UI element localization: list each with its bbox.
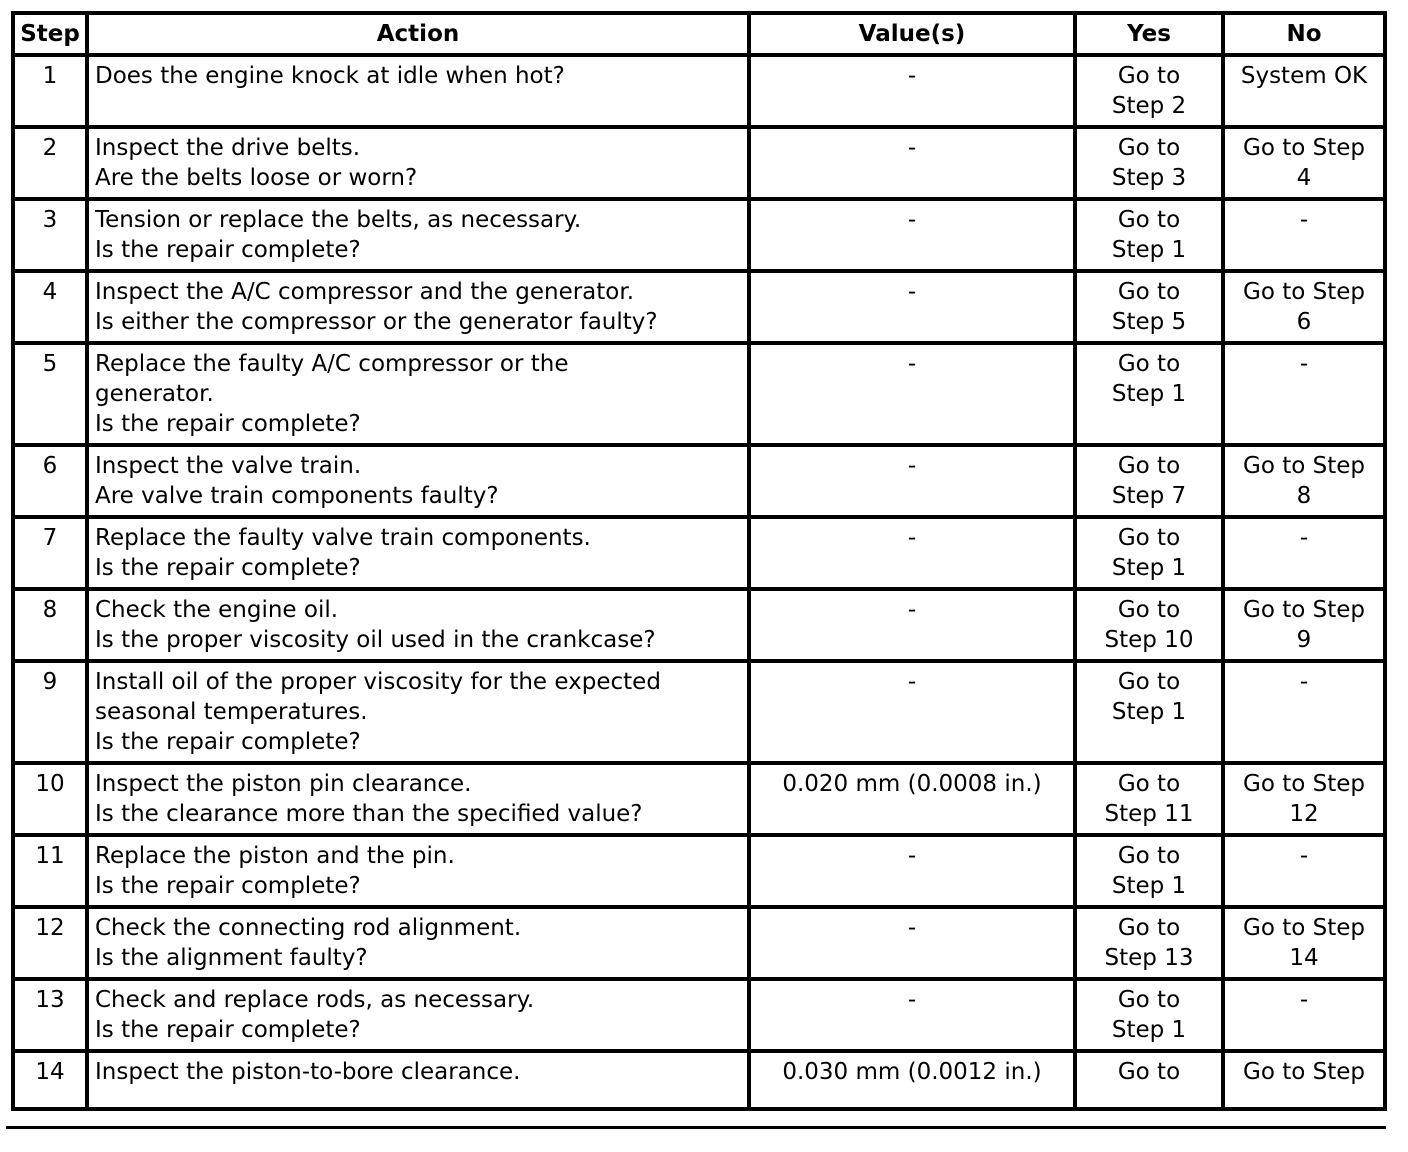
no-cell-line: Go to Step xyxy=(1243,771,1365,797)
action-cell-line: Inspect the piston pin clearance. xyxy=(95,771,472,797)
yes-cell-line: Go to xyxy=(1117,525,1181,551)
no-cell-line: 9 xyxy=(1296,627,1312,653)
yes-cell-line: Step 7 xyxy=(1111,483,1187,509)
table-row xyxy=(13,55,1385,127)
action-cell xyxy=(87,199,749,271)
action-cell-line: generator. xyxy=(95,381,214,407)
no-cell xyxy=(1223,199,1385,271)
no-cell-line: 6 xyxy=(1296,309,1312,335)
no-cell xyxy=(1223,835,1385,907)
action-cell-line: Inspect the piston-to-bore clearance. xyxy=(95,1059,521,1085)
action-cell-line: Is the proper viscosity oil used in the crankcase? xyxy=(95,627,656,653)
yes-cell xyxy=(1075,763,1223,835)
action-cell-line: Is the alignment faulty? xyxy=(95,945,368,971)
action-cell-line: Does the engine knock at idle when hot? xyxy=(95,63,565,89)
table-body xyxy=(13,55,1385,1109)
action-cell xyxy=(87,271,749,343)
bottom-rule xyxy=(6,1126,1386,1129)
action-cell-line: Check and replace rods, as necessary. xyxy=(95,987,535,1013)
value-cell: - xyxy=(749,271,1075,343)
no-cell xyxy=(1223,127,1385,199)
step-cell: 14 xyxy=(13,1051,87,1109)
yes-cell-line: Go to xyxy=(1117,843,1181,869)
yes-cell-line: Step 1 xyxy=(1111,555,1187,581)
action-cell-line: Is the repair complete? xyxy=(95,237,361,263)
yes-cell-line: Step 2 xyxy=(1111,93,1187,119)
no-cell xyxy=(1223,271,1385,343)
action-cell xyxy=(87,907,749,979)
yes-cell-line: Step 13 xyxy=(1104,945,1194,971)
action-cell-line: Are valve train components faulty? xyxy=(95,483,499,509)
table-row xyxy=(13,661,1385,763)
action-cell-line: seasonal temperatures. xyxy=(95,699,368,725)
yes-cell-line: Go to xyxy=(1117,135,1181,161)
value-cell: - xyxy=(749,445,1075,517)
no-cell xyxy=(1223,907,1385,979)
no-cell-line: Go to Step xyxy=(1243,279,1365,305)
value-cell: 0.020 mm (0.0008 in.) xyxy=(749,763,1075,835)
step-cell: 6 xyxy=(13,445,87,517)
yes-cell-line: Go to xyxy=(1117,669,1181,695)
no-cell-line: Go to Step xyxy=(1243,135,1365,161)
no-cell-line: - xyxy=(1299,843,1309,869)
yes-cell xyxy=(1075,271,1223,343)
action-cell xyxy=(87,835,749,907)
no-cell xyxy=(1223,55,1385,127)
table-row xyxy=(13,907,1385,979)
yes-cell xyxy=(1075,517,1223,589)
table-row xyxy=(13,1051,1385,1109)
no-cell-line: 14 xyxy=(1289,945,1319,971)
action-cell xyxy=(87,343,749,445)
yes-cell xyxy=(1075,55,1223,127)
no-cell-line: - xyxy=(1299,669,1309,695)
yes-cell-line: Step 5 xyxy=(1111,309,1187,335)
table-row xyxy=(13,343,1385,445)
table-row xyxy=(13,127,1385,199)
yes-cell-line: Go to xyxy=(1117,987,1181,1013)
yes-cell-line: Go to xyxy=(1117,279,1181,305)
yes-cell xyxy=(1075,445,1223,517)
yes-cell-line: Go to xyxy=(1117,597,1181,623)
action-cell xyxy=(87,763,749,835)
header-value: Value(s) xyxy=(749,13,1075,55)
yes-cell-line: Go to xyxy=(1117,63,1181,89)
no-cell xyxy=(1223,343,1385,445)
step-cell: 3 xyxy=(13,199,87,271)
no-cell xyxy=(1223,589,1385,661)
action-cell-line: Replace the faulty A/C compressor or the xyxy=(95,351,569,377)
diagnostic-table xyxy=(11,11,1387,1111)
value-cell: - xyxy=(749,589,1075,661)
yes-cell xyxy=(1075,661,1223,763)
action-cell-line: Inspect the A/C compressor and the generator. xyxy=(95,279,635,305)
table-row xyxy=(13,445,1385,517)
no-cell-line: 12 xyxy=(1289,801,1319,827)
step-cell: 8 xyxy=(13,589,87,661)
no-cell xyxy=(1223,1051,1385,1109)
step-cell: 13 xyxy=(13,979,87,1051)
header-no: No xyxy=(1223,13,1385,55)
action-cell xyxy=(87,517,749,589)
no-cell-line: 8 xyxy=(1296,483,1312,509)
yes-cell xyxy=(1075,835,1223,907)
yes-cell-line: Step 3 xyxy=(1111,165,1187,191)
yes-cell-line: Go to xyxy=(1117,453,1181,479)
yes-cell-line: Go to xyxy=(1117,771,1181,797)
action-cell xyxy=(87,127,749,199)
action-cell-line: Is either the compressor or the generator faulty? xyxy=(95,309,658,335)
no-cell-line: Go to Step xyxy=(1243,597,1365,623)
action-cell-line: Is the repair complete? xyxy=(95,1017,361,1043)
yes-cell-line: Step 11 xyxy=(1104,801,1194,827)
step-cell: 11 xyxy=(13,835,87,907)
no-cell-line: Go to Step xyxy=(1243,1059,1365,1085)
value-cell: 0.030 mm (0.0012 in.) xyxy=(749,1051,1075,1109)
header-action: Action xyxy=(87,13,749,55)
table-row xyxy=(13,199,1385,271)
yes-cell-line: Step 1 xyxy=(1111,873,1187,899)
table-row xyxy=(13,517,1385,589)
yes-cell-line: Step 1 xyxy=(1111,699,1187,725)
table-row xyxy=(13,589,1385,661)
value-cell: - xyxy=(749,343,1075,445)
action-cell-line: Is the repair complete? xyxy=(95,873,361,899)
yes-cell-line: Step 1 xyxy=(1111,237,1187,263)
no-cell-line: - xyxy=(1299,987,1309,1013)
step-cell: 2 xyxy=(13,127,87,199)
yes-cell xyxy=(1075,979,1223,1051)
action-cell xyxy=(87,445,749,517)
yes-cell xyxy=(1075,343,1223,445)
no-cell-line: - xyxy=(1299,525,1309,551)
table-row xyxy=(13,271,1385,343)
action-cell-line: Tension or replace the belts, as necessary. xyxy=(95,207,582,233)
yes-cell xyxy=(1075,1051,1223,1109)
action-cell-line: Install oil of the proper viscosity for the expected xyxy=(95,669,661,695)
action-cell-line: Replace the piston and the pin. xyxy=(95,843,455,869)
table-row xyxy=(13,979,1385,1051)
value-cell: - xyxy=(749,907,1075,979)
step-cell: 10 xyxy=(13,763,87,835)
no-cell xyxy=(1223,763,1385,835)
yes-cell xyxy=(1075,907,1223,979)
action-cell xyxy=(87,589,749,661)
table-row xyxy=(13,835,1385,907)
action-cell-line: Is the repair complete? xyxy=(95,411,361,437)
action-cell-line: Replace the faulty valve train components. xyxy=(95,525,591,551)
action-cell xyxy=(87,55,749,127)
value-cell: - xyxy=(749,127,1075,199)
yes-cell-line: Go to xyxy=(1117,207,1181,233)
yes-cell-line: Step 1 xyxy=(1111,1017,1187,1043)
table-row xyxy=(13,763,1385,835)
header-row xyxy=(13,13,1385,55)
value-cell: - xyxy=(749,199,1075,271)
no-cell-line: Go to Step xyxy=(1243,915,1365,941)
step-cell: 7 xyxy=(13,517,87,589)
action-cell-line: Is the repair complete? xyxy=(95,729,361,755)
step-cell: 9 xyxy=(13,661,87,763)
action-cell-line: Inspect the valve train. xyxy=(95,453,362,479)
yes-cell-line: Go to xyxy=(1117,351,1181,377)
yes-cell-line: Step 10 xyxy=(1104,627,1194,653)
yes-cell-line: Go to xyxy=(1117,915,1181,941)
action-cell xyxy=(87,1051,749,1109)
action-cell xyxy=(87,661,749,763)
value-cell: - xyxy=(749,979,1075,1051)
no-cell-line: Go to Step xyxy=(1243,453,1365,479)
no-cell xyxy=(1223,979,1385,1051)
action-cell-line: Is the clearance more than the specified value? xyxy=(95,801,643,827)
no-cell xyxy=(1223,517,1385,589)
action-cell-line: Are the belts loose or worn? xyxy=(95,165,418,191)
header-step: Step xyxy=(13,13,87,55)
step-cell: 12 xyxy=(13,907,87,979)
action-cell-line: Check the connecting rod alignment. xyxy=(95,915,522,941)
value-cell: - xyxy=(749,661,1075,763)
step-cell: 1 xyxy=(13,55,87,127)
yes-cell-line: Step 1 xyxy=(1111,381,1187,407)
step-cell: 4 xyxy=(13,271,87,343)
no-cell xyxy=(1223,661,1385,763)
no-cell-line: 4 xyxy=(1296,165,1312,191)
action-cell-line: Is the repair complete? xyxy=(95,555,361,581)
no-cell-line: - xyxy=(1299,351,1309,377)
action-cell-line: Check the engine oil. xyxy=(95,597,339,623)
action-cell xyxy=(87,979,749,1051)
value-cell: - xyxy=(749,55,1075,127)
no-cell-line: - xyxy=(1299,207,1309,233)
yes-cell xyxy=(1075,127,1223,199)
value-cell: - xyxy=(749,517,1075,589)
yes-cell xyxy=(1075,589,1223,661)
action-cell-line: Inspect the drive belts. xyxy=(95,135,361,161)
yes-cell-line: Go to xyxy=(1117,1059,1181,1085)
no-cell xyxy=(1223,445,1385,517)
no-cell-line: System OK xyxy=(1240,63,1368,89)
step-cell: 5 xyxy=(13,343,87,445)
yes-cell xyxy=(1075,199,1223,271)
value-cell: - xyxy=(749,835,1075,907)
header-yes: Yes xyxy=(1075,13,1223,55)
